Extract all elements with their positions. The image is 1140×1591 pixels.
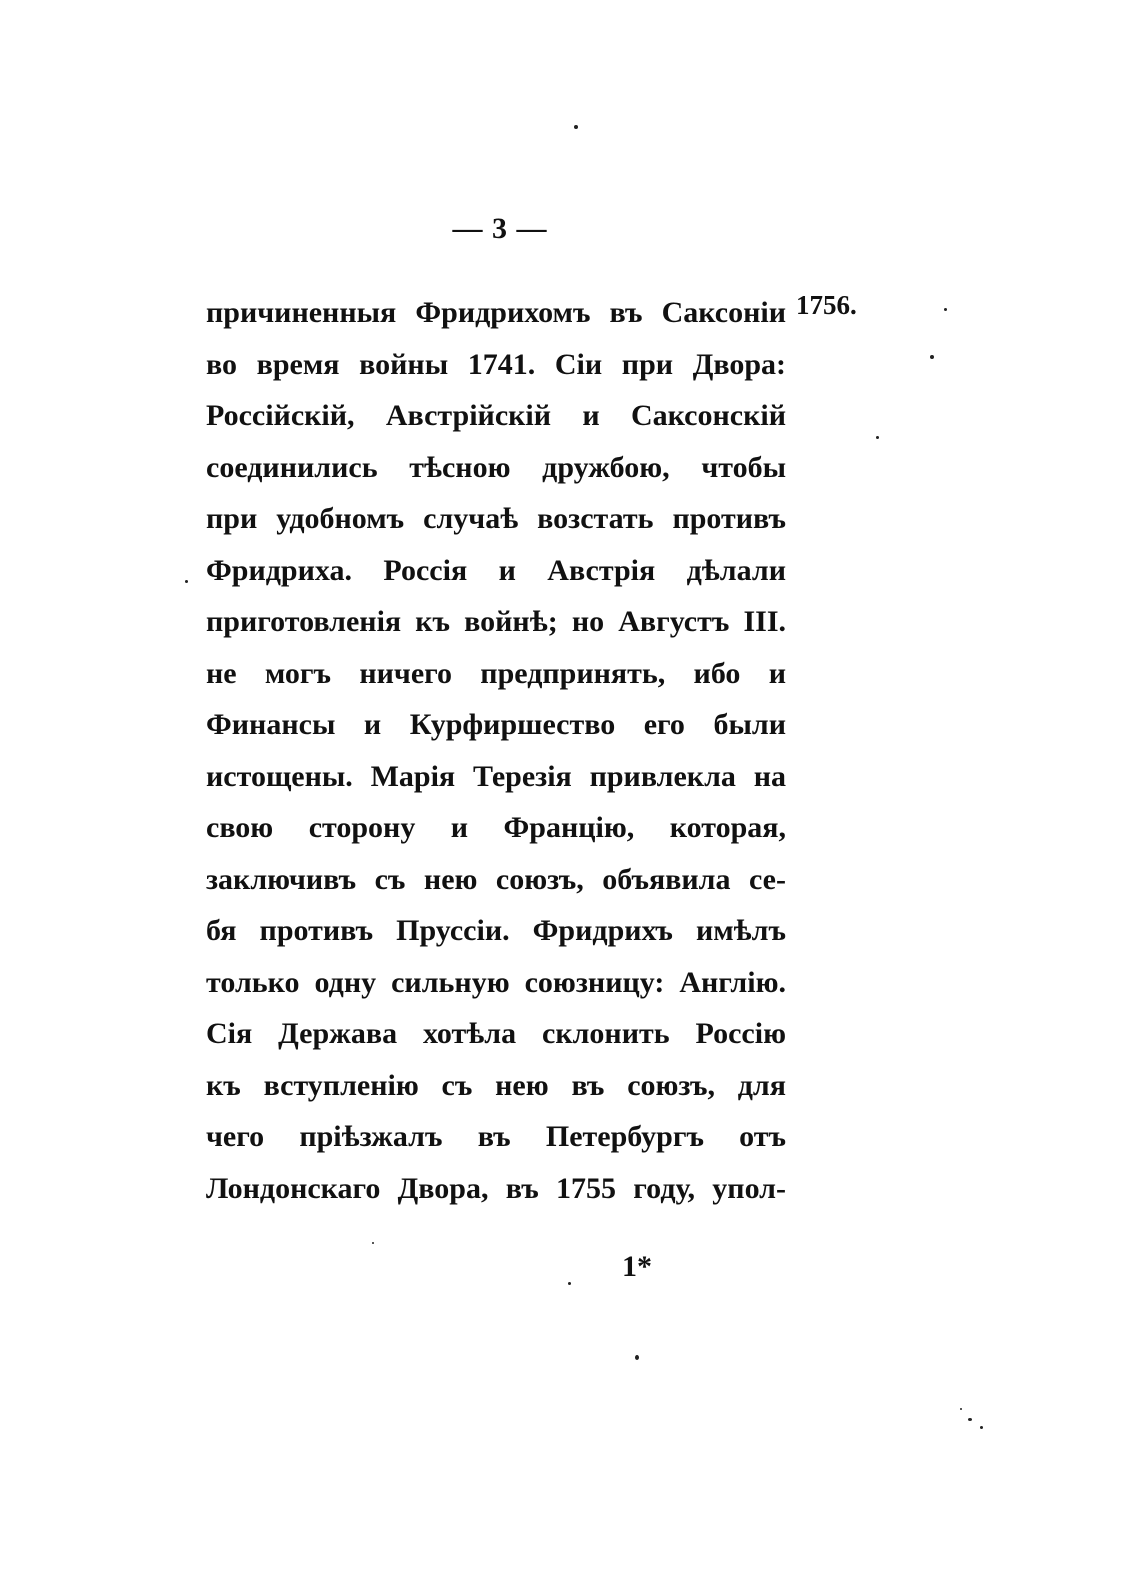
text-line: приготовленія къ войнѣ; но Августъ III.: [206, 605, 786, 638]
print-speck: [960, 1408, 962, 1410]
print-speck: [372, 1242, 374, 1244]
text-line: бя противъ Пруссіи. Фридрихъ имѣлъ: [206, 914, 786, 947]
page-number: — 3 —: [452, 212, 548, 245]
text-line: Россійскій, Австрійскій и Саксонскій: [206, 399, 786, 432]
text-line: чего пріѣзжалъ въ Петербургъ отъ: [206, 1120, 786, 1153]
text-line: только одну сильную союзницу: Англію.: [206, 965, 786, 999]
print-speck: [930, 355, 934, 359]
text-line: не могъ ничего предпринять, ибо и: [206, 656, 786, 690]
text-line: причиненныя Фридрихомъ въ Саксоніи: [206, 296, 786, 329]
body-text: [206, 287, 786, 1214]
print-speck: [574, 125, 578, 129]
print-speck: [568, 1282, 571, 1285]
print-speck: [635, 1355, 639, 1360]
print-speck: [876, 436, 879, 439]
text-line: Лондонскаго Двора, въ 1755 году, упол-: [206, 1171, 786, 1205]
text-line: Сія Держава хотѣла склонить Россію: [206, 1017, 786, 1050]
signature-mark: 1*: [622, 1250, 652, 1283]
text-line: заключивъ съ нею союзъ, объявила се-: [206, 862, 786, 896]
text-line: во время войны 1741. Сіи при Двора:: [206, 347, 786, 381]
text-line: соединились тѣсною дружбою, чтобы: [206, 450, 786, 484]
text-line: свою сторону и Францію, которая,: [206, 811, 786, 844]
print-speck: [980, 1426, 983, 1429]
print-speck: [185, 580, 188, 583]
print-speck: [944, 308, 947, 311]
text-line: истощены. Марія Терезія привлекла на: [206, 759, 786, 793]
text-line: къ вступленію съ нею въ союзъ, для: [206, 1068, 786, 1102]
print-speck: [968, 1418, 972, 1421]
text-line: при удобномъ случаѣ возстать противъ: [206, 502, 786, 535]
margin-year-note: 1756.: [796, 290, 857, 320]
text-line: Финансы и Курфиршество его были: [206, 708, 786, 741]
text-line: Фридриха. Россія и Австрія дѣлали: [206, 553, 786, 587]
